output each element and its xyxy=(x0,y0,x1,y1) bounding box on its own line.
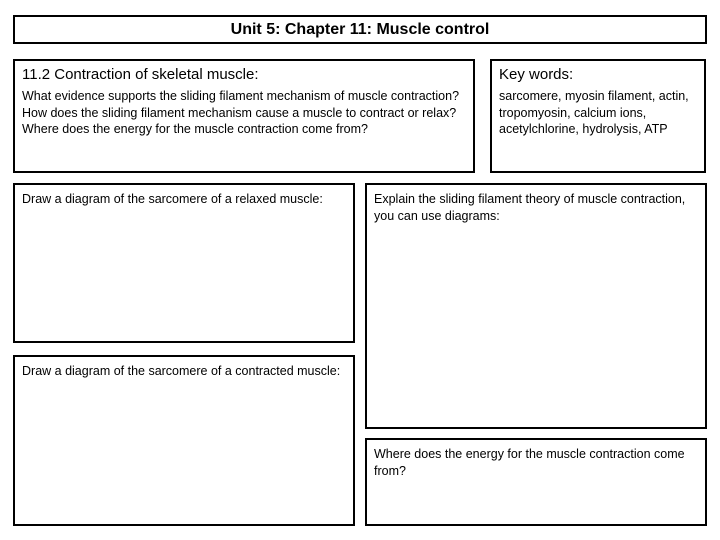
relaxed-sarcomere-answer-box[interactable] xyxy=(13,183,355,343)
objective-question-1: What evidence supports the sliding filament mechanism of muscle contraction? xyxy=(22,89,460,103)
objectives-heading: 11.2 Contraction of skeletal muscle: xyxy=(22,66,259,83)
contracted-sarcomere-answer-box[interactable] xyxy=(13,355,355,526)
sliding-filament-answer-box[interactable] xyxy=(365,183,707,429)
objective-question-2: How does the sliding filament mechanism cause a muscle to contract or relax? xyxy=(22,105,457,120)
objective-questions xyxy=(22,88,466,138)
relaxed-sarcomere-prompt: Draw a diagram of the sarcomere of a relaxed muscle: xyxy=(22,192,323,206)
keywords-list: sarcomere, myosin filament, actin, tropomyosin, calcium ions, acetylchlorine, hydrolysis, ATP xyxy=(499,89,689,136)
contracted-sarcomere-prompt: Draw a diagram of the sarcomere of a contracted muscle: xyxy=(22,364,341,378)
worksheet-title: Unit 5: Chapter 11: Muscle control xyxy=(230,20,490,38)
objective-question-3: Where does the energy for the muscle contraction come from? xyxy=(22,122,368,136)
keywords-box xyxy=(490,59,706,173)
objectives-box xyxy=(13,59,475,173)
keywords-heading: Key words: xyxy=(499,66,574,83)
sliding-filament-prompt: Explain the sliding filament theory of muscle contraction, you can use diagrams: xyxy=(374,192,686,223)
energy-source-answer-box[interactable] xyxy=(365,438,707,526)
energy-source-prompt: Where does the energy for the muscle contraction come from? xyxy=(374,447,685,478)
worksheet-title-box xyxy=(13,15,707,44)
